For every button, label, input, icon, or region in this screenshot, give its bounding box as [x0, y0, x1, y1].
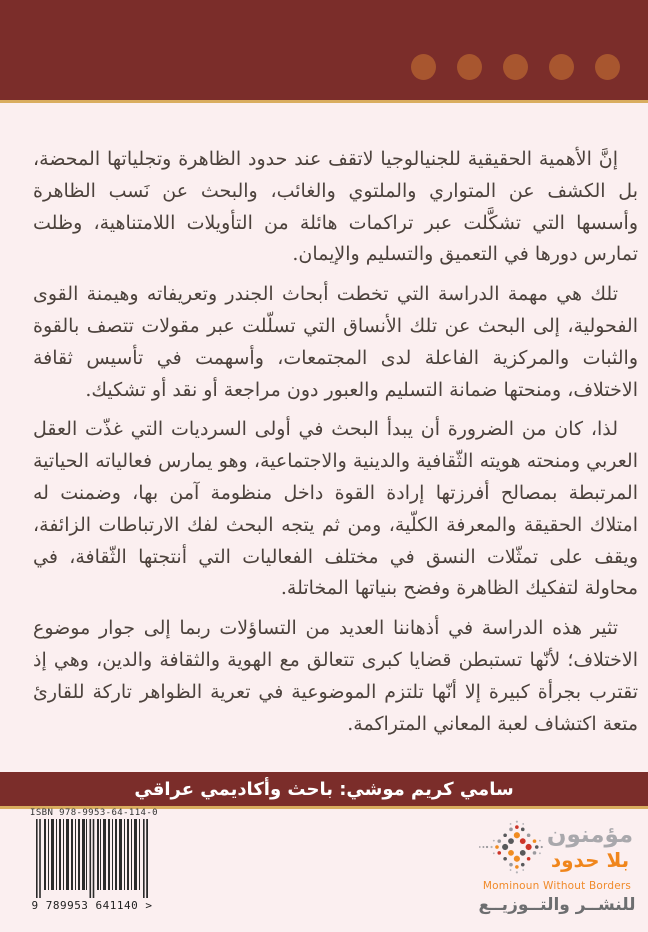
dot-icon — [549, 54, 574, 80]
publisher-logo-row — [478, 818, 636, 876]
dot-icon — [457, 54, 482, 80]
publisher-logo-arabic — [544, 823, 636, 870]
logo-english-name: Mominoun Without Borders — [482, 880, 632, 892]
publisher-logo-dots-icon — [478, 818, 544, 876]
dot-icon — [595, 54, 620, 80]
synopsis-paragraph-1: إنَّ الأهمية الحقيقية للجنيالوجيا لاتقف عند حدود الظاهرة وتجلياتها المحضة، بل الكشف عن المتواري والملتوي والغائب، والبحث عن نَسب الظاهرة وأسسها التي تشكَّلت عبر تراكمات هائلة من التأويلات اللامتناهية، وظلت تمارس دورها في التعميق والتسليم والإيمان. — [33, 148, 638, 266]
isbn-label: ISBN 978-9953-64-114-0 — [30, 808, 159, 818]
decorative-dots — [411, 54, 620, 80]
isbn-barcode — [30, 808, 159, 912]
synopsis-paragraph-4: تثير هذه الدراسة في أذهاننا العديد من التساؤلات ربما إلى جوار موضوع الاختلاف؛ لأنّها تستبطن قضايا كبرى تتعالق مع الهوية والثقافة والدين، وهي إذ تقترب بجرأة كبيرة إلا أنّها تلتزم الموضوعية في تعرية الظواهر تاركة للقارئ متعة اكتشاف لعبة المعاني المتراكمة. — [33, 617, 638, 735]
synopsis-text — [33, 144, 638, 740]
logo-arabic-name-line2: بلا حدود — [550, 847, 630, 872]
logo-tagline-arabic: للنشــر والتــوزيــع — [478, 895, 636, 915]
dot-icon — [411, 54, 436, 80]
publisher-logo — [478, 818, 636, 915]
isbn-digits: 9 789953 641140 > — [31, 899, 153, 912]
dot-icon — [503, 54, 528, 80]
barcode-bars-icon — [36, 819, 148, 899]
author-band — [0, 772, 648, 809]
synopsis-paragraph-2: تلك هي مهمة الدراسة التي تخطت أبحاث الجندر وتعريفاته وهيمنة القوى الفحولية، إلى البحث عن تلك الأنساق التي تسلّلت عبر مقولات تتصف بالقوة والثبات والمركزية الفاعلة لدى المجتمعات، وأسهمت في تأسيس ثقافة الاختلاف، ومنحتها ضمانة التسليم والعبور دون مراجعة أو نقد أو تشكيك. — [33, 283, 638, 401]
synopsis-paragraph-3: لذا، كان من الضرورة أن يبدأ البحث في أولى السرديات التي غذّت العقل العربي ومنحته هويته الثّقافية والدينية والاجتماعية، وهو يمارس فعالياته الحياتية المرتبطة بمصالح أفرزتها إرادة القوة داخل منظومة آمن بها، وضمنت له امتلاك الحقيقة والمعرفة الكلّية، ومن ثم يتجه البحث لفك الارتباطات الزائفة، ويقف على تمثّلات النسق في مختلف الفعاليات التي أنتجتها الثّقافة، في محاولة لتفكيك الظاهرة وفضح بنياتها المخاتلة. — [33, 418, 638, 600]
logo-arabic-name-line1: مؤمنون — [546, 822, 634, 849]
author-line: سامي كريم موشي: باحث وأكاديمي عراقي — [134, 778, 514, 800]
top-band — [0, 0, 648, 103]
